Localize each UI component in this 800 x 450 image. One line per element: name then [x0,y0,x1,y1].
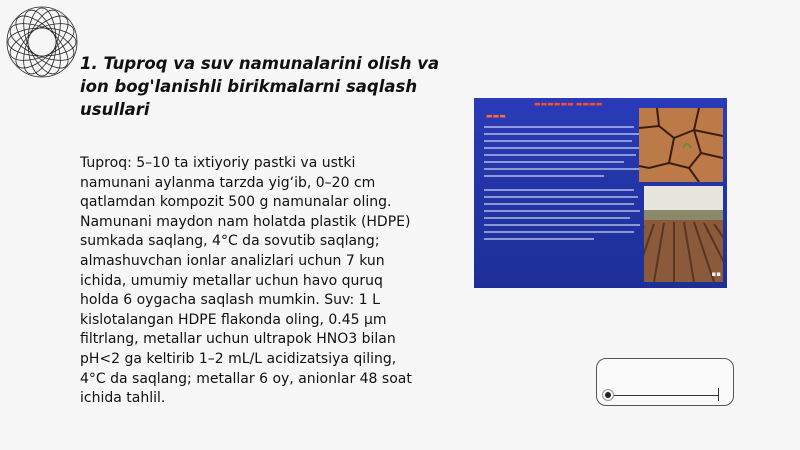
embedded-slide-subheading: ▬▬▬ [486,112,506,120]
cracked-soil-photo [639,108,723,182]
playhead-dot-icon[interactable] [605,392,611,398]
slide-body-text: Tuproq: 5–10 ta ixtiyoriy pastki va ustki namunani aylanma tarzda yig‘ib, 0–20 cm qatlamdan kompozit 500 g namunalar oling. Namunani maydon nam holatda plastik (HDPE) sumkada saqlang, 4°C da sovutib saqlang; almashuvchan ionlar analizlari uchun 7 kun ichida, umumiy metallar uchun havo quruq holda 6 oygacha saqlash mumkin. Suv: 1 L kislotalangan HDPE flakonda oling, 0.45 µm filtrlang, metallar uchun ultrapok HNO3 bilan pH<2 ga keltirib 1–2 mL/L acidizatsiya qiling, 4°C da saqlang; metallar 6 oy, anionlar 48 soat ichida tahlil. [80,155,412,407]
slide-title: 1. Tuproq va suv namunalarini olish va ion bog'lanishli birikmalarni saqlash usullari [80,54,440,119]
embedded-slide-heading: ▬▬▬▬▬▬ ▬▬▬▬ [534,100,603,108]
media-player-control[interactable] [596,358,734,406]
embedded-slide-text-lines [484,126,642,245]
spirograph-logo [4,4,80,80]
end-marker-icon [718,388,719,401]
embedded-slide-image [474,98,727,288]
plowed-field-photo [644,186,723,282]
progress-track[interactable] [611,395,719,396]
embedded-slide-page-number: ▪▪ [711,270,721,278]
